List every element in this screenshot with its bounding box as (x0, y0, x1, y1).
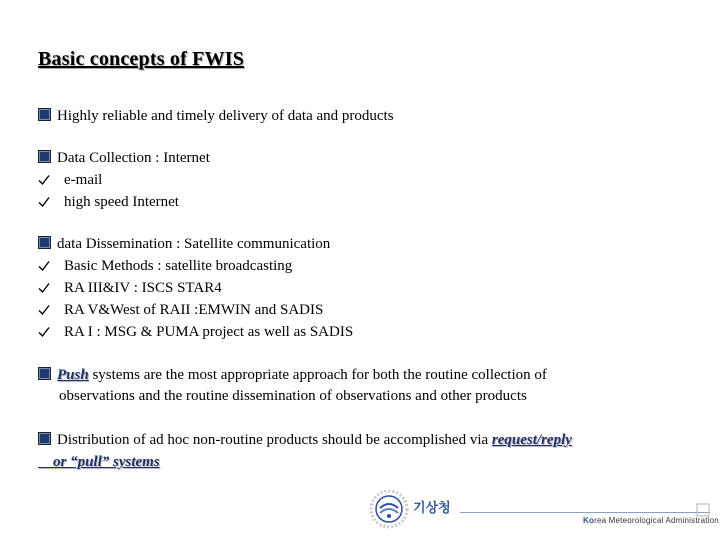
bullet-data-collection (38, 149, 210, 167)
bullet-text: Distribution of ad hoc non-routine products should be accomplished via (57, 432, 492, 448)
check-item-ra-v (38, 301, 323, 319)
square-bullet-icon (38, 236, 51, 249)
square-bullet-icon (38, 150, 51, 163)
pull-systems-emphasis: or “pull” systems (38, 454, 160, 470)
bullet-reliable-delivery (38, 107, 394, 125)
check-text: RA V&West of RAII :EMWIN and SADIS (64, 302, 324, 318)
check-text: e-mail (64, 172, 103, 188)
bullet-text: systems are the most appropriate approach for both the routine collection of (88, 367, 547, 383)
bullet-dissemination (38, 235, 330, 253)
check-item-high-speed (38, 193, 179, 211)
check-item-email (38, 171, 102, 189)
corner-decoration-icon (696, 503, 710, 517)
footer-divider (460, 512, 710, 513)
checkmark-icon (38, 257, 52, 275)
check-text: high speed Internet (64, 194, 179, 210)
bullet-text: Highly reliable and timely delivery of data and products (57, 108, 394, 124)
slide-title: Basic concepts of FWIS (38, 48, 245, 70)
checkmark-icon (38, 193, 52, 211)
organization-name: Korea Meteorological Administration (583, 516, 719, 525)
push-emphasis: Push (57, 367, 89, 383)
check-item-ra-i (38, 323, 353, 341)
square-bullet-icon (38, 108, 51, 121)
checkmark-icon (38, 279, 52, 297)
checkmark-icon (38, 171, 52, 189)
checkmark-icon (38, 301, 52, 319)
check-text: Basic Methods : satellite broadcasting (64, 258, 293, 274)
request-reply-emphasis: request/reply (491, 432, 572, 448)
square-bullet-icon (38, 432, 51, 445)
check-item-ra-iii-iv (38, 279, 222, 297)
checkmark-icon (38, 323, 52, 341)
bullet-push-systems (38, 366, 547, 384)
push-continuation (38, 387, 527, 405)
kma-emblem-icon (368, 488, 410, 535)
bullet-text: Data Collection : Internet (57, 150, 210, 166)
check-item-basic-methods (38, 257, 292, 275)
bullet-text: observations and the routine dissemination of observations and other products (59, 388, 527, 404)
bullet-text: data Dissemination : Satellite communication (57, 236, 331, 252)
distribution-continuation (38, 453, 160, 471)
kma-korean-name: 기상청 (413, 501, 451, 516)
check-text: RA I : MSG & PUMA project as well as SADIS (64, 324, 354, 340)
bullet-distribution (38, 431, 572, 449)
square-bullet-icon (38, 367, 51, 380)
check-text: RA III&IV : ISCS STAR4 (64, 280, 222, 296)
